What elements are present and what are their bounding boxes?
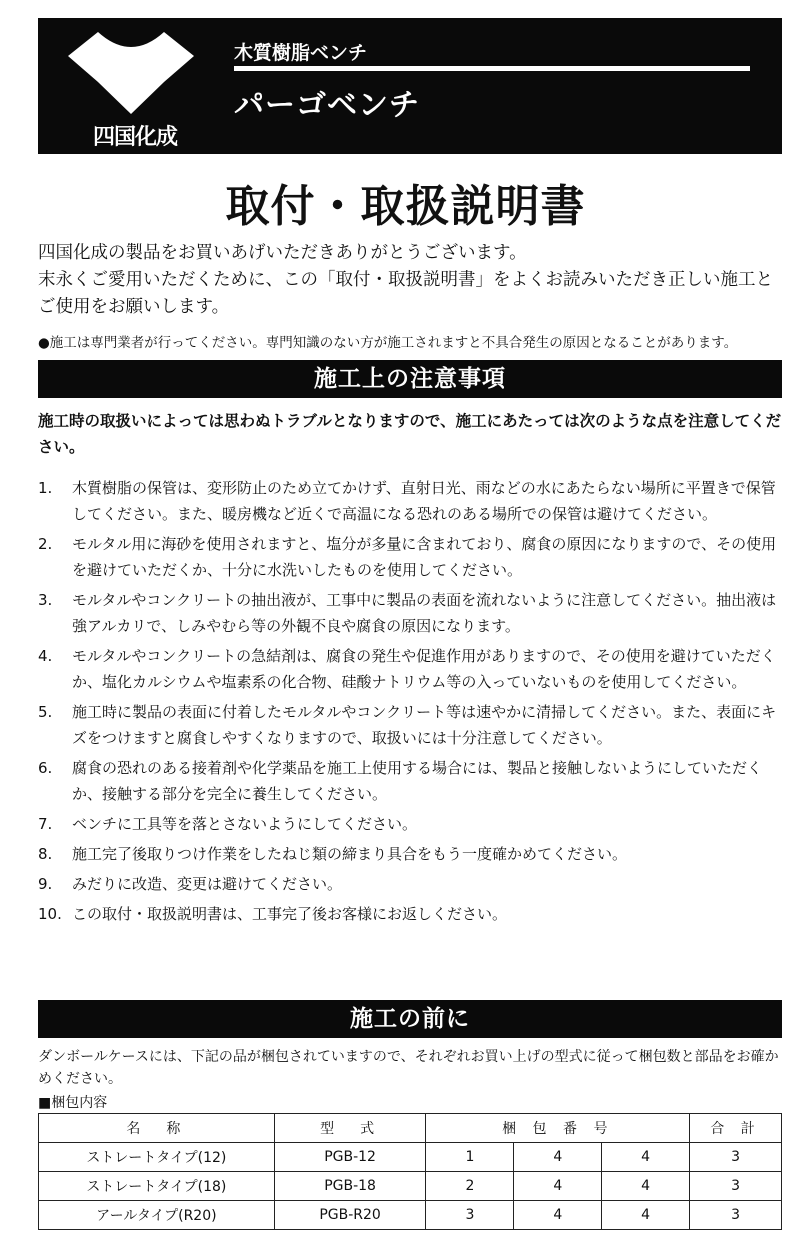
item-number: 2.	[38, 535, 53, 553]
cell-name: ストレートタイプ(12)	[39, 1143, 275, 1172]
item-number: 6.	[38, 759, 53, 777]
item-number: 7.	[38, 815, 53, 833]
logo-mark-icon	[56, 26, 206, 126]
item-number: 3.	[38, 591, 53, 609]
list-item	[38, 811, 786, 837]
cell-pack-1: 3	[426, 1201, 514, 1230]
cell-total: 3	[690, 1143, 782, 1172]
item-text: 施工時に製品の表面に付着したモルタルやコンクリート等は速やかに清掃してください。また、表面にキズをつけますと腐食しやすくなりますので、取扱いには十分注意してください。	[72, 703, 777, 747]
cell-total: 3	[690, 1172, 782, 1201]
cell-total: 3	[690, 1201, 782, 1230]
cell-pack-2: 4	[514, 1172, 602, 1201]
item-text: 腐食の恐れのある接着剤や化学薬品を施工上使用する場合には、製品と接触しないようにしていただくか、接触する部分を完全に養生してください。	[72, 759, 763, 803]
list-item	[38, 841, 786, 867]
document-title: 取付・取扱説明書	[225, 181, 586, 232]
list-item	[38, 871, 786, 897]
precautions-lead: 施工時の取扱いによっては思わぬトラブルとなりますので、施工にあたっては次のような点を注意してください。	[38, 412, 782, 456]
table-header-row	[39, 1114, 782, 1143]
precautions-list	[38, 475, 786, 931]
item-number: 10.	[38, 905, 62, 923]
item-text: この取付・取扱説明書は、工事完了後お客様にお返しください。	[72, 905, 508, 923]
column-header-total: 合 計	[690, 1114, 782, 1143]
logo-text: 四国化成	[92, 125, 177, 150]
package-instructions: ダンボールケースには、下記の品が梱包されていますので、それぞれお買い上げの型式に従って梱包数と部品をお確かめください。	[38, 1049, 779, 1087]
cell-pack-1: 2	[426, 1172, 514, 1201]
cell-model: PGB-18	[274, 1172, 426, 1201]
list-item	[38, 699, 786, 751]
table-row	[39, 1143, 782, 1172]
column-header-name: 名 称	[39, 1114, 275, 1143]
section-heading-before-install: 施工の前に	[38, 1000, 782, 1038]
list-item	[38, 755, 786, 807]
header-banner	[38, 18, 782, 154]
list-item	[38, 475, 786, 527]
package-contents-label: ■梱包内容	[38, 1095, 108, 1111]
cell-pack-2: 4	[514, 1201, 602, 1230]
item-text: ベンチに工具等を落とさないようにしてください。	[72, 815, 418, 833]
list-item	[38, 901, 786, 927]
item-number: 8.	[38, 845, 53, 863]
table-row	[39, 1172, 782, 1201]
column-header-model: 型 式	[274, 1114, 426, 1143]
installation-notice: ●施工は専門業者が行ってください。専門知識のない方が施工されますと不具合発生の原因となることがあります。	[38, 335, 738, 351]
list-item	[38, 643, 786, 695]
intro-line-2: 末永くご愛用いただくために、この「取付・取扱説明書」をよくお読みいただき正しい施工とご使用をお願いします。	[38, 270, 773, 317]
item-text: モルタル用に海砂を使用されますと、塩分が多量に含まれており、腐食の原因になりますので、その使用を避けていただくか、十分に水洗いしたものを使用してください。	[72, 535, 777, 579]
item-number: 1.	[38, 479, 53, 497]
product-name: パーゴベンチ	[234, 88, 420, 123]
product-category: 木質樹脂ベンチ	[234, 42, 368, 64]
item-number: 9.	[38, 875, 53, 893]
item-text: 木質樹脂の保管は、変形防止のため立てかけず、直射日光、雨などの水にあたらない場所に平置きで保管してください。また、暖房機など近くで高温になる恐れのある場所での保管は避けてください。	[72, 479, 776, 523]
item-text: みだりに改造、変更は避けてください。	[72, 875, 343, 893]
intro-text	[38, 240, 786, 321]
header-divider	[234, 66, 750, 71]
cell-pack-1: 1	[426, 1143, 514, 1172]
company-logo	[56, 26, 206, 148]
cell-pack-3: 4	[602, 1172, 690, 1201]
cell-pack-2: 4	[514, 1143, 602, 1172]
item-number: 5.	[38, 703, 53, 721]
list-item	[38, 587, 786, 639]
cell-model: PGB-12	[274, 1143, 426, 1172]
cell-pack-3: 4	[602, 1201, 690, 1230]
cell-pack-3: 4	[602, 1143, 690, 1172]
cell-name: アールタイプ(R20)	[39, 1201, 275, 1230]
intro-line-1: 四国化成の製品をお買いあげいただきありがとうございます。	[38, 243, 527, 263]
item-text: モルタルやコンクリートの急結剤は、腐食の発生や促進作用がありますので、その使用を避けていただくか、塩化カルシウムや塩素系の化合物、硅酸ナトリウム等の入っていないものを使用してください。	[72, 647, 776, 691]
column-header-pack-number: 梱 包 番 号	[426, 1114, 690, 1143]
table-row	[39, 1201, 782, 1230]
cell-name: ストレートタイプ(18)	[39, 1172, 275, 1201]
section-heading-precautions: 施工上の注意事項	[38, 360, 782, 398]
package-contents-table	[38, 1113, 782, 1230]
item-number: 4.	[38, 647, 53, 665]
item-text: モルタルやコンクリートの抽出液が、工事中に製品の表面を流れないように注意してください。抽出液は 強アルカリで、しみやむら等の外観不良や腐食の原因になります。	[72, 591, 777, 635]
list-item	[38, 531, 786, 583]
item-text: 施工完了後取りつけ作業をしたねじ類の締まり具合をもう一度確かめてください。	[72, 845, 628, 863]
cell-model: PGB-R20	[274, 1201, 426, 1230]
